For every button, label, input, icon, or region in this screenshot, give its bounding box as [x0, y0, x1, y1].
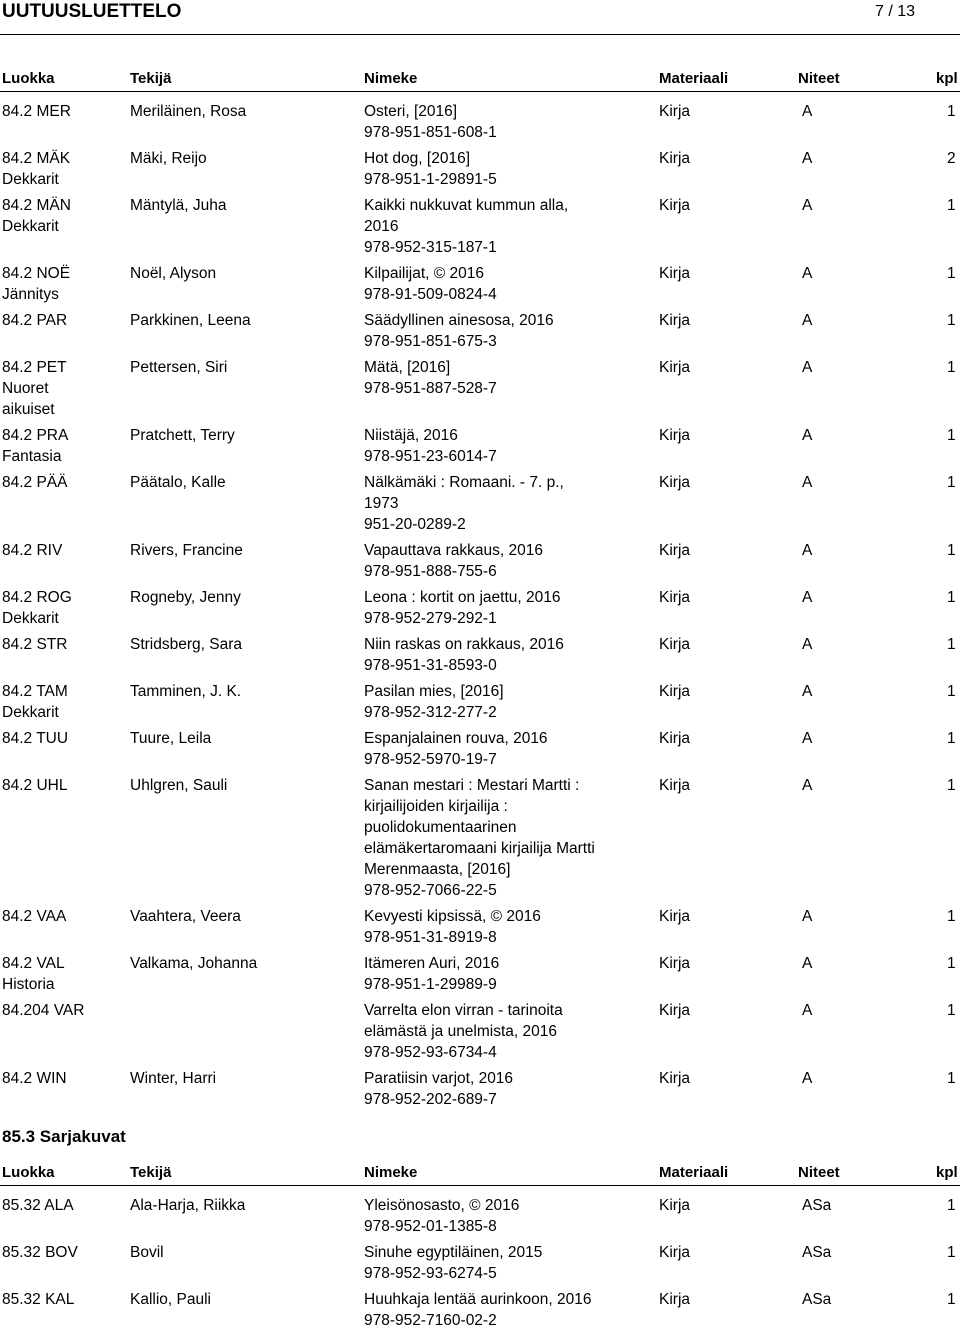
- cell-materiaali: Kirja: [659, 730, 691, 747]
- cell-kpl: 1: [947, 1291, 956, 1308]
- table-row: [0, 1068, 960, 1110]
- cell-luokka-line: 84.2 VAA: [2, 908, 67, 925]
- cell-nimeke: [364, 1000, 634, 1063]
- table-row: [0, 587, 960, 629]
- col-nimeke: Nimeke: [364, 1164, 418, 1181]
- cell-niteet: ASa: [802, 1244, 832, 1261]
- col-luokka: Luokka: [2, 70, 55, 87]
- cell-nimeke-line: 978-952-315-187-1: [364, 239, 497, 256]
- cell-niteet: A: [802, 683, 813, 700]
- cell-kpl: 2: [947, 150, 956, 167]
- cell-nimeke-line: 978-952-5970-19-7: [364, 751, 497, 768]
- cell-nimeke-line: Vapauttava rakkaus, 2016: [364, 542, 543, 559]
- table-row: [0, 1195, 960, 1237]
- cell-luokka: [2, 906, 66, 927]
- cell-kpl: 1: [947, 908, 956, 925]
- cell-nimeke-line: 978-952-312-277-2: [364, 704, 497, 721]
- cell-nimeke-line: Paratiisin varjot, 2016: [364, 1070, 514, 1087]
- cell-nimeke-line: Merenmaasta, [2016]: [364, 861, 511, 878]
- cell-niteet: A: [802, 197, 813, 214]
- col-niteet: Niteet: [798, 70, 840, 87]
- cell-tekija: Winter, Harri: [130, 1070, 217, 1087]
- cell-niteet: A: [802, 589, 813, 606]
- cell-kpl: 1: [947, 683, 956, 700]
- col-tekija: Tekijä: [130, 1164, 172, 1181]
- cell-tekija: Mäntylä, Juha: [130, 197, 227, 214]
- column-headers-2: [0, 1163, 960, 1183]
- cell-luokka: [2, 472, 68, 493]
- cell-luokka-line: 84.2 PÄÄ: [2, 474, 68, 491]
- cell-tekija: Tuure, Leila: [130, 730, 212, 747]
- cell-luokka-line: 84.2 MER: [2, 103, 71, 120]
- cell-tekija: Meriläinen, Rosa: [130, 103, 247, 120]
- cell-kpl: 1: [947, 312, 956, 329]
- cell-nimeke: [364, 472, 634, 535]
- table-row: [0, 634, 960, 676]
- cell-luokka-line: 84.2 STR: [2, 636, 68, 653]
- table-row: [0, 101, 960, 143]
- cell-nimeke-line: Säädyllinen ainesosa, 2016: [364, 312, 554, 329]
- cell-materiaali: Kirja: [659, 1002, 691, 1019]
- cell-luokka: [2, 1195, 74, 1216]
- cell-tekija: Valkama, Johanna: [130, 955, 258, 972]
- cell-luokka-line: Fantasia: [2, 448, 62, 465]
- cell-niteet: A: [802, 359, 813, 376]
- page-number: 7 / 13: [874, 3, 915, 20]
- col-materiaali: Materiaali: [659, 70, 729, 87]
- column-header-rule: [0, 91, 960, 92]
- cell-nimeke-line: Kaikki nukkuvat kummun alla,: [364, 197, 569, 214]
- cell-luokka-line: 84.2 TUU: [2, 730, 69, 747]
- table-row: [0, 357, 960, 420]
- cell-luokka-line: 84.204 VAR: [2, 1002, 85, 1019]
- cell-nimeke-line: elämäkertaromaani kirjailija Martti: [364, 840, 595, 857]
- cell-nimeke-line: Niin raskas on rakkaus, 2016: [364, 636, 564, 653]
- cell-niteet: A: [802, 474, 813, 491]
- cell-nimeke-line: 978-952-202-689-7: [364, 1091, 497, 1108]
- cell-nimeke-line: kirjailijoiden kirjailija :: [364, 798, 508, 815]
- col-kpl: kpl: [936, 1164, 958, 1181]
- cell-tekija: Parkkinen, Leena: [130, 312, 251, 329]
- cell-nimeke: [364, 310, 634, 352]
- cell-kpl: 1: [947, 359, 956, 376]
- table-row: [0, 1000, 960, 1063]
- cell-luokka: [2, 310, 67, 331]
- cell-nimeke-line: Leona : kortit on jaettu, 2016: [364, 589, 561, 606]
- cell-luokka: [2, 357, 67, 420]
- table-row: [0, 681, 960, 723]
- cell-materiaali: Kirja: [659, 636, 691, 653]
- cell-nimeke-line: 2016: [364, 218, 399, 235]
- cell-tekija: Pettersen, Siri: [130, 359, 228, 376]
- cell-nimeke-line: Nälkämäki : Romaani. - 7. p.,: [364, 474, 564, 491]
- cell-niteet: A: [802, 427, 813, 444]
- col-tekija: Tekijä: [130, 70, 172, 87]
- cell-materiaali: Kirja: [659, 150, 691, 167]
- cell-nimeke: [364, 634, 634, 676]
- cell-materiaali: Kirja: [659, 589, 691, 606]
- cell-nimeke-line: Varrelta elon virran - tarinoita: [364, 1002, 563, 1019]
- table-row: [0, 195, 960, 258]
- cell-kpl: 1: [947, 777, 956, 794]
- cell-luokka: [2, 953, 65, 995]
- cell-luokka-line: aikuiset: [2, 401, 55, 418]
- cell-nimeke-line: 951-20-0289-2: [364, 516, 466, 533]
- col-luokka: Luokka: [2, 1164, 55, 1181]
- cell-nimeke: [364, 1195, 634, 1237]
- cell-kpl: 1: [947, 474, 956, 491]
- cell-nimeke-line: 978-951-851-608-1: [364, 124, 497, 141]
- cell-tekija: Stridsberg, Sara: [130, 636, 242, 653]
- table-row: [0, 263, 960, 305]
- table-row: [0, 310, 960, 352]
- cell-materiaali: Kirja: [659, 955, 691, 972]
- cell-nimeke-line: 978-952-93-6734-4: [364, 1044, 497, 1061]
- cell-luokka: [2, 634, 67, 655]
- cell-nimeke-line: Mätä, [2016]: [364, 359, 451, 376]
- cell-luokka: [2, 148, 70, 190]
- cell-luokka-line: Dekkarit: [2, 218, 59, 235]
- cell-luokka-line: 84.2 PRA: [2, 427, 69, 444]
- cell-materiaali: Kirja: [659, 359, 691, 376]
- cell-luokka: [2, 263, 70, 305]
- cell-kpl: 1: [947, 730, 956, 747]
- cell-materiaali: Kirja: [659, 312, 691, 329]
- cell-luokka-line: Dekkarit: [2, 610, 59, 627]
- cell-kpl: 1: [947, 636, 956, 653]
- cell-nimeke: [364, 775, 634, 901]
- cell-niteet: A: [802, 730, 813, 747]
- cell-luokka-line: 84.2 ROG: [2, 589, 72, 606]
- cell-luokka-line: 85.32 ALA: [2, 1197, 74, 1214]
- cell-nimeke: [364, 425, 634, 467]
- cell-nimeke: [364, 728, 634, 770]
- cell-nimeke-line: 978-951-31-8919-8: [364, 929, 497, 946]
- cell-nimeke: [364, 1289, 634, 1331]
- cell-materiaali: Kirja: [659, 542, 691, 559]
- cell-luokka-line: 84.2 VAL: [2, 955, 65, 972]
- table-row: [0, 148, 960, 190]
- cell-luokka-line: 84.2 WIN: [2, 1070, 67, 1087]
- cell-nimeke-line: 978-952-279-292-1: [364, 610, 497, 627]
- cell-materiaali: Kirja: [659, 908, 691, 925]
- cell-kpl: 1: [947, 265, 956, 282]
- cell-kpl: 1: [947, 1070, 956, 1087]
- cell-tekija: Päätalo, Kalle: [130, 474, 226, 491]
- cell-luokka-line: 84.2 MÄN: [2, 197, 71, 214]
- table-row: [0, 728, 960, 770]
- cell-nimeke-line: 978-952-7160-02-2: [364, 1312, 497, 1329]
- table-row: [0, 1289, 960, 1331]
- cell-nimeke-line: Sanan mestari : Mestari Martti :: [364, 777, 580, 794]
- cell-kpl: 1: [947, 103, 956, 120]
- cell-nimeke-line: 978-91-509-0824-4: [364, 286, 497, 303]
- cell-niteet: A: [802, 312, 813, 329]
- cell-kpl: 1: [947, 1244, 956, 1261]
- cell-tekija: Vaahtera, Veera: [130, 908, 241, 925]
- cell-luokka-line: 84.2 UHL: [2, 777, 68, 794]
- cell-nimeke-line: Kilpailijat, © 2016: [364, 265, 484, 282]
- cell-nimeke: [364, 357, 634, 399]
- cell-luokka: [2, 425, 68, 467]
- cell-luokka: [2, 1242, 78, 1263]
- cell-nimeke: [364, 195, 634, 258]
- cell-luokka-line: 85.32 KAL: [2, 1291, 75, 1308]
- cell-nimeke: [364, 263, 634, 305]
- cell-nimeke-line: Huuhkaja lentää aurinkoon, 2016: [364, 1291, 592, 1308]
- cell-tekija: Tamminen, J. K.: [130, 683, 242, 700]
- cell-nimeke-line: Hot dog, [2016]: [364, 150, 470, 167]
- page-header: [0, 0, 960, 24]
- cell-kpl: 1: [947, 955, 956, 972]
- cell-niteet: A: [802, 542, 813, 559]
- cell-luokka: [2, 195, 71, 237]
- cell-luokka-line: Nuoret: [2, 380, 49, 397]
- table-row: [0, 472, 960, 535]
- cell-nimeke-line: Pasilan mies, [2016]: [364, 683, 504, 700]
- cell-tekija: Rogneby, Jenny: [130, 589, 241, 606]
- cell-niteet: ASa: [802, 1291, 832, 1308]
- cell-materiaali: Kirja: [659, 197, 691, 214]
- cell-nimeke-line: elämästä ja unelmista, 2016: [364, 1023, 558, 1040]
- cell-nimeke-line: Kevyesti kipsissä, © 2016: [364, 908, 541, 925]
- cell-nimeke-line: 978-951-1-29891-5: [364, 171, 497, 188]
- cell-nimeke: [364, 1068, 634, 1110]
- table-row: [0, 1242, 960, 1284]
- cell-nimeke-line: 978-952-7066-22-5: [364, 882, 497, 899]
- cell-nimeke-line: 978-951-851-675-3: [364, 333, 497, 350]
- cell-luokka-line: Historia: [2, 976, 55, 993]
- cell-kpl: 1: [947, 1197, 956, 1214]
- cell-nimeke-line: Sinuhe egyptiläinen, 2015: [364, 1244, 543, 1261]
- cell-tekija: Bovil: [130, 1244, 164, 1261]
- cell-niteet: A: [802, 150, 813, 167]
- cell-materiaali: Kirja: [659, 1070, 691, 1087]
- column-headers: [0, 69, 960, 89]
- cell-luokka: [2, 775, 67, 796]
- cell-nimeke-line: 978-951-887-528-7: [364, 380, 497, 397]
- cell-niteet: A: [802, 1002, 813, 1019]
- table-row: [0, 775, 960, 901]
- cell-nimeke-line: 978-951-23-6014-7: [364, 448, 497, 465]
- cell-tekija: Uhlgren, Sauli: [130, 777, 228, 794]
- cell-luokka-line: Jännitys: [2, 286, 59, 303]
- cell-nimeke: [364, 906, 634, 948]
- cell-nimeke-line: 1973: [364, 495, 399, 512]
- cell-nimeke-line: puolidokumentaarinen: [364, 819, 517, 836]
- document-title: UUTUUSLUETTELO: [2, 1, 182, 22]
- cell-luokka-line: 84.2 PAR: [2, 312, 68, 329]
- cell-luokka: [2, 1000, 84, 1021]
- section-title-sarjakuvat: 85.3 Sarjakuvat: [2, 1127, 126, 1146]
- cell-kpl: 1: [947, 427, 956, 444]
- cell-luokka: [2, 587, 72, 629]
- col-niteet: Niteet: [798, 1164, 840, 1181]
- cell-luokka-line: 84.2 PET: [2, 359, 67, 376]
- cell-luokka: [2, 540, 62, 561]
- cell-tekija: Ala-Harja, Riikka: [130, 1197, 246, 1214]
- cell-niteet: A: [802, 955, 813, 972]
- cell-nimeke-line: 978-951-888-755-6: [364, 563, 497, 580]
- col-kpl: kpl: [936, 70, 958, 87]
- cell-materiaali: Kirja: [659, 1291, 691, 1308]
- cell-nimeke: [364, 681, 634, 723]
- column-header-rule-2: [0, 1185, 960, 1186]
- cell-niteet: A: [802, 777, 813, 794]
- cell-niteet: A: [802, 103, 813, 120]
- section-sarjakuvat-list: [0, 1195, 960, 1336]
- table-row: [0, 540, 960, 582]
- cell-nimeke-line: Osteri, [2016]: [364, 103, 458, 120]
- cell-materiaali: Kirja: [659, 1244, 691, 1261]
- cell-niteet: A: [802, 265, 813, 282]
- cell-kpl: 1: [947, 1002, 956, 1019]
- cell-nimeke: [364, 540, 634, 582]
- cell-materiaali: Kirja: [659, 777, 691, 794]
- cell-luokka-line: 84.2 NOË: [2, 265, 71, 282]
- cell-luokka: [2, 681, 68, 723]
- cell-nimeke: [364, 1242, 634, 1284]
- cell-materiaali: Kirja: [659, 103, 691, 120]
- cell-luokka-line: 84.2 TAM: [2, 683, 68, 700]
- cell-luokka-line: 85.32 BOV: [2, 1244, 78, 1261]
- cell-niteet: ASa: [802, 1197, 832, 1214]
- cell-materiaali: Kirja: [659, 265, 691, 282]
- cell-kpl: 1: [947, 197, 956, 214]
- cell-luokka-line: 84.2 MÄK: [2, 150, 71, 167]
- cell-tekija: Noël, Alyson: [130, 265, 217, 282]
- cell-materiaali: Kirja: [659, 1197, 691, 1214]
- cell-kpl: 1: [947, 542, 956, 559]
- section-fiction-list: [0, 101, 960, 1115]
- col-nimeke: Nimeke: [364, 70, 418, 87]
- cell-luokka: [2, 728, 68, 749]
- col-materiaali: Materiaali: [659, 1164, 729, 1181]
- cell-kpl: 1: [947, 589, 956, 606]
- cell-materiaali: Kirja: [659, 474, 691, 491]
- cell-tekija: Mäki, Reijo: [130, 150, 207, 167]
- header-rule: [0, 34, 960, 35]
- cell-nimeke-line: Itämeren Auri, 2016: [364, 955, 500, 972]
- cell-materiaali: Kirja: [659, 683, 691, 700]
- cell-nimeke-line: 978-952-93-6274-5: [364, 1265, 497, 1282]
- cell-niteet: A: [802, 636, 813, 653]
- cell-nimeke: [364, 148, 634, 190]
- table-row: [0, 425, 960, 467]
- cell-tekija: Rivers, Francine: [130, 542, 243, 559]
- cell-nimeke-line: Niistäjä, 2016: [364, 427, 458, 444]
- cell-luokka-line: Dekkarit: [2, 704, 59, 721]
- cell-nimeke-line: 978-951-31-8593-0: [364, 657, 497, 674]
- cell-nimeke-line: 978-952-01-1385-8: [364, 1218, 497, 1235]
- cell-materiaali: Kirja: [659, 427, 691, 444]
- table-row: [0, 953, 960, 995]
- cell-luokka: [2, 101, 71, 122]
- cell-luokka-line: Dekkarit: [2, 171, 59, 188]
- cell-tekija: Kallio, Pauli: [130, 1291, 211, 1308]
- cell-nimeke: [364, 101, 634, 143]
- cell-tekija: Pratchett, Terry: [130, 427, 235, 444]
- cell-nimeke: [364, 953, 634, 995]
- cell-luokka-line: 84.2 RIV: [2, 542, 63, 559]
- cell-nimeke-line: Yleisönosasto, © 2016: [364, 1197, 520, 1214]
- cell-luokka: [2, 1068, 67, 1089]
- cell-nimeke-line: Espanjalainen rouva, 2016: [364, 730, 548, 747]
- cell-luokka: [2, 1289, 74, 1310]
- table-row: [0, 906, 960, 948]
- cell-nimeke: [364, 587, 634, 629]
- cell-niteet: A: [802, 908, 813, 925]
- cell-niteet: A: [802, 1070, 813, 1087]
- cell-nimeke-line: 978-951-1-29989-9: [364, 976, 497, 993]
